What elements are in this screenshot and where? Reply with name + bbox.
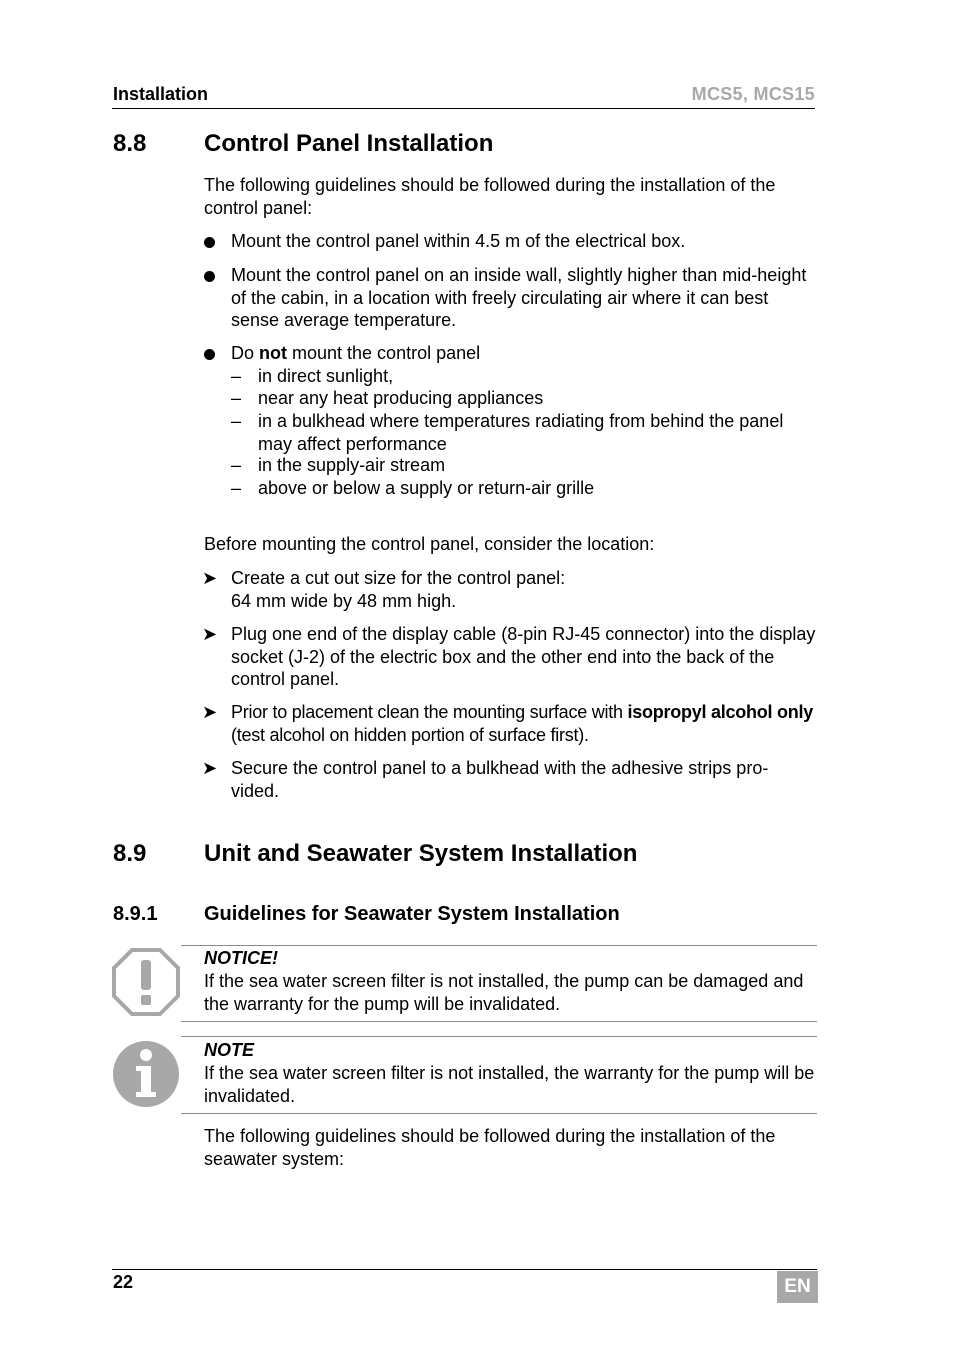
arrow-right-icon: ➤ xyxy=(202,702,218,722)
running-header-models: MCS5, MCS15 xyxy=(691,84,815,104)
running-header-section: Installation xyxy=(113,84,209,104)
dash-item: – in direct sunlight, xyxy=(231,366,394,386)
subsection-number-8-9-1: 8.9.1 xyxy=(113,903,158,925)
subsection-title-8-9-1: Guidelines for Seawater System Installation xyxy=(204,903,620,925)
section-title-8-9: Unit and Seawater System Installation xyxy=(204,840,638,867)
bullet-dot-icon xyxy=(204,237,215,248)
bullet-item: Mount the control panel on an inside wall, slightly higher than mid-height of the cabin, in a location with freely circulating air where it can best sense average temperature. xyxy=(204,264,816,332)
arrow-right-icon: ➤ xyxy=(202,624,218,644)
bullet-item: Mount the control panel within 4.5 m of the electrical box. xyxy=(204,230,816,253)
step-item: ➤ Create a cut out size for the control panel: 64 mm wide by 48 mm high. xyxy=(202,568,566,611)
header-rule xyxy=(112,108,815,109)
note-bottom-rule xyxy=(181,1113,817,1114)
bullet-item-do-not: Do not mount the control panel xyxy=(204,342,816,365)
dash-item: – in a bulkhead where temperatures radiating from behind the panel may affect performance xyxy=(231,411,784,454)
section-number-8-9: 8.9 xyxy=(113,840,147,867)
step-item: ➤ Secure the control panel to a bulkhead with the adhesive strips pro-vided. xyxy=(202,758,769,801)
note-title: NOTE xyxy=(204,1040,255,1060)
note-top-rule xyxy=(181,1036,817,1037)
language-badge: EN xyxy=(777,1271,818,1303)
bullet-dot-icon xyxy=(204,271,215,282)
section-number-8-8: 8.8 xyxy=(113,130,147,157)
section-title-8-8: Control Panel Installation xyxy=(204,130,494,157)
before-mounting-paragraph: Before mounting the control panel, consider the location: xyxy=(204,534,655,554)
step-item: ➤ Prior to placement clean the mounting surface with isopropyl alcohol only (test alcohol on hidden portion of surface first). xyxy=(202,702,813,745)
arrow-right-icon: ➤ xyxy=(202,568,218,588)
dash-item: – above or below a supply or return-air grille xyxy=(231,478,595,498)
arrow-right-icon: ➤ xyxy=(202,758,218,778)
notice-title: NOTICE! xyxy=(204,948,278,968)
footer-rule xyxy=(112,1269,817,1270)
dash-item: – in the supply-air stream xyxy=(231,455,446,475)
note-text: If the sea water screen filter is not installed, the warranty for the pump will be invalidated. xyxy=(204,1063,815,1106)
bullet-dot-icon xyxy=(204,349,215,360)
step-item: ➤ Plug one end of the display cable (8-pin RJ-45 connector) into the display socket (J-2) of the electric box and the other end into the back of the control panel. xyxy=(202,624,816,689)
notice-text: If the sea water screen filter is not installed, the pump can be damaged and the warranty for the pump will be invalidated. xyxy=(204,971,804,1014)
dash-item: – near any heat producing appliances xyxy=(231,388,544,408)
octagon-exclamation-icon xyxy=(112,948,180,1016)
page-number: 22 xyxy=(113,1272,134,1292)
info-circle-icon xyxy=(112,1040,180,1108)
intro-paragraph: The following guidelines should be followed during the installation of the control panel: xyxy=(204,175,776,218)
notice-top-rule xyxy=(181,945,817,946)
seawater-intro-paragraph: The following guidelines should be followed during the installation of the seawater system: xyxy=(204,1126,776,1169)
notice-bottom-rule xyxy=(181,1021,817,1022)
